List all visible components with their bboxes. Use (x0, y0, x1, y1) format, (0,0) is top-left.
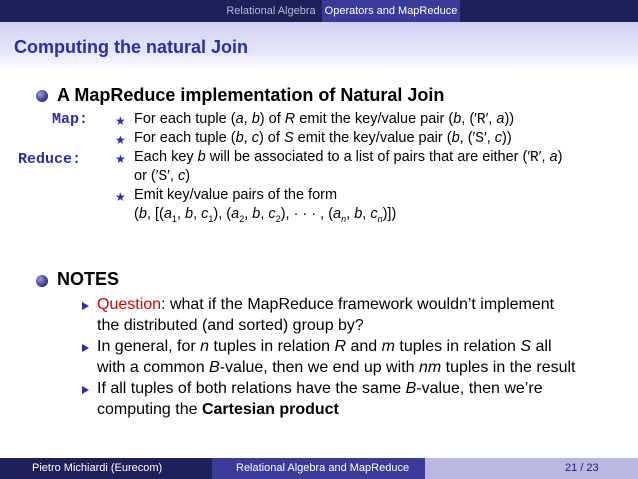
reduce-label: Reduce: (18, 151, 82, 168)
footer-author (0, 458, 212, 479)
note-general-cont: with a common B-value, then we end up with nm tuples in the result (97, 359, 576, 376)
triangle-bullet-icon (82, 386, 89, 394)
bullet-icon (36, 90, 48, 102)
bullet-icon (36, 275, 48, 287)
star-bullet-icon: ★ (115, 133, 126, 147)
footer-author-text: Pietro Michiardi (Eurecom) (32, 462, 163, 474)
footer-page (425, 458, 638, 479)
note-cartesian: If all tuples of both relations have the same B-value, then we’re (97, 380, 543, 397)
reduce-step-group: Each key b will be associated to a list of pairs that are either (′R′, a) (134, 149, 563, 166)
star-bullet-icon: ★ (115, 152, 126, 166)
footer-title (212, 458, 425, 479)
navigation-bar (0, 0, 638, 22)
nav-section-relational-algebra[interactable]: Relational Algebra (226, 5, 316, 17)
note-question: Question: what if the MapReduce framework wouldn’t implement (97, 296, 555, 313)
map-step-r: For each tuple (a, b) of R emit the key/value pair (b, (′R′, a)) (134, 111, 515, 128)
note-cartesian-cont: computing the Cartesian product (97, 401, 339, 418)
nav-section-operators-mapreduce[interactable]: Operators and MapReduce (322, 0, 460, 22)
note-question-cont: the distributed (and sorted) group by? (97, 317, 364, 334)
frame-title: Computing the natural Join (14, 37, 248, 57)
star-bullet-icon: ★ (115, 190, 126, 204)
triangle-bullet-icon (82, 344, 89, 352)
map-label: Map: (52, 111, 89, 128)
triangle-bullet-icon (82, 302, 89, 310)
page-number: 21 / 23 (565, 462, 599, 474)
notes-heading: NOTES (57, 269, 120, 289)
reduce-step-emit: Emit key/value pairs of the form (134, 187, 338, 203)
map-step-s: For each tuple (b, c) of S emit the key/value pair (b, (′S′, c)) (134, 130, 512, 147)
note-general: In general, for n tuples in relation R and m tuples in relation S all (97, 338, 552, 355)
mapreduce-join-heading: A MapReduce implementation of Natural Join (57, 85, 445, 105)
reduce-step-group-cont: or (′S′, c) (134, 168, 191, 185)
star-bullet-icon: ★ (115, 114, 126, 128)
footer-title-text: Relational Algebra and MapReduce (236, 462, 410, 474)
reduce-step-emit-form: (b, [($a_1$, b, $c_1$), ($a_2$, b, $c_2$), · · · , ($a_n$, b, $c_n$)]) (134, 206, 397, 224)
